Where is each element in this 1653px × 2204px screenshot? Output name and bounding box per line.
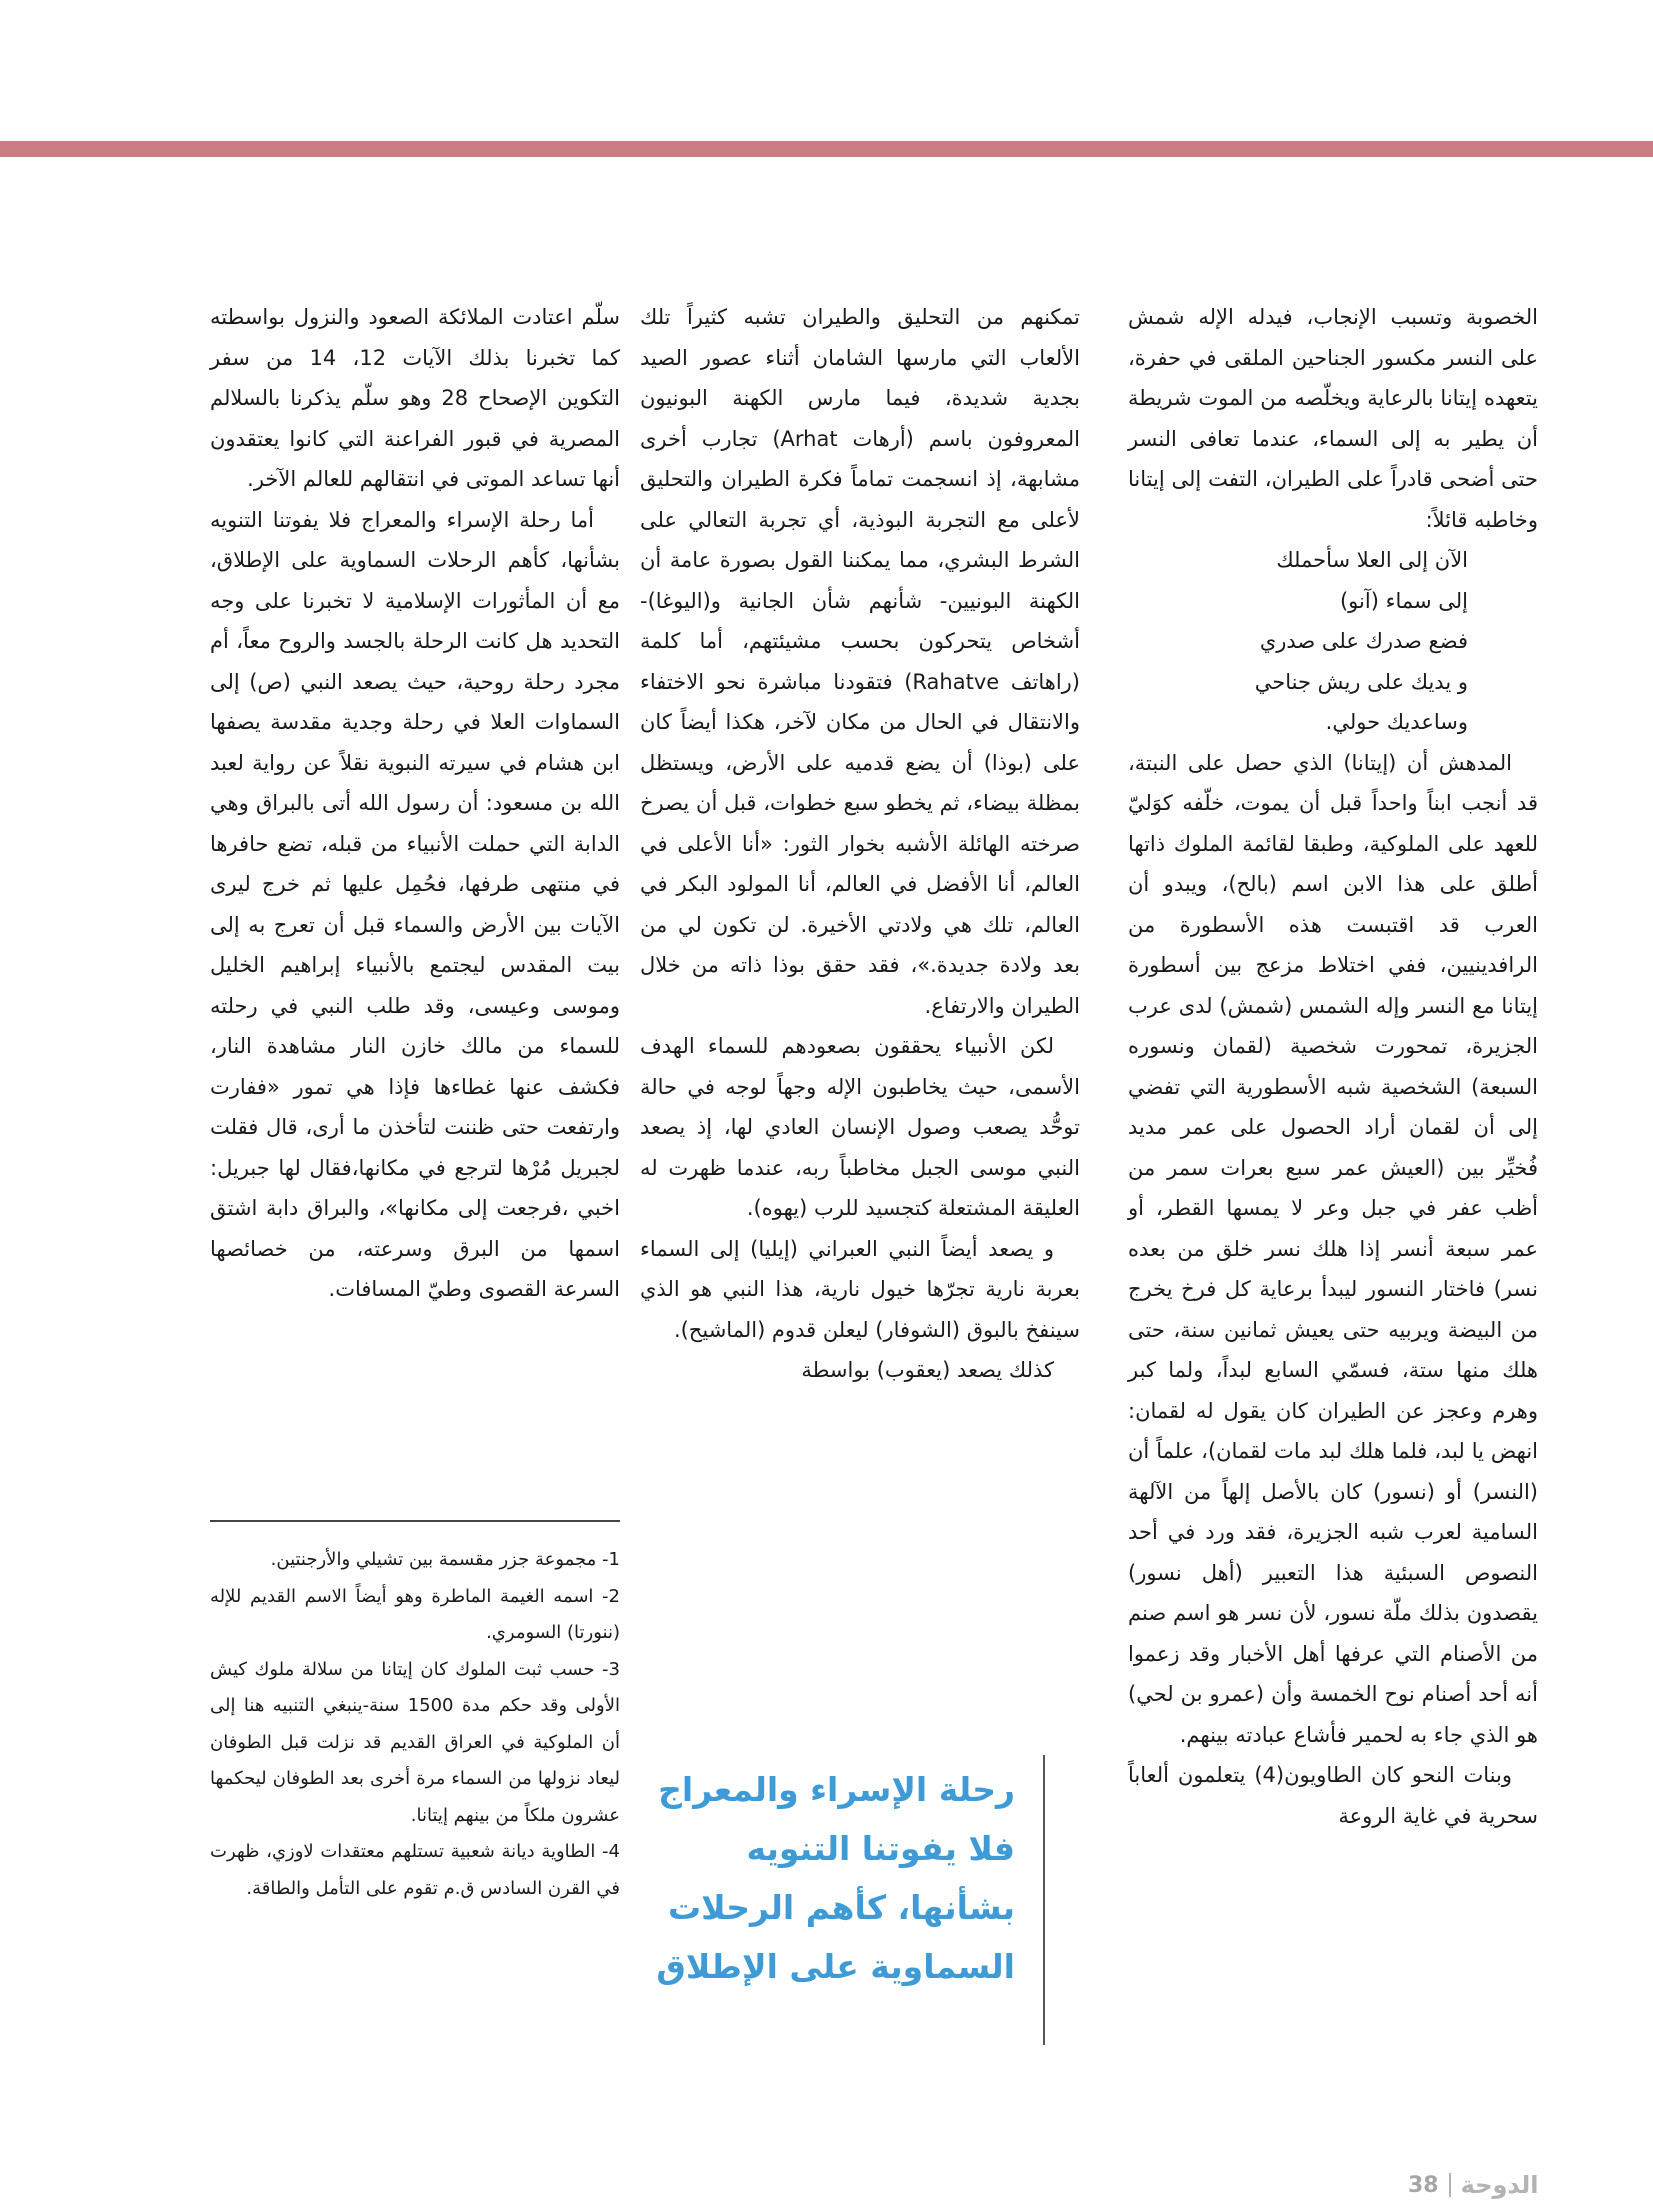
footnote: 4- الطاوية ديانة شعبية تستلهم معتقدات لاوزي، ظهرت في القرن السادس ق.م تقوم على التأمل والطاقة.: [210, 1841, 620, 1899]
paragraph: لكن الأنبياء يحققون بصعودهم للسماء الهدف الأسمى، حيث يخاطبون الإله وجهاً لوجه في حالة توحُّد يصعب وصول الإنسان العادي لها، إذ يصعد النبي موسى الجبل مخاطباً ربه، عندما ظهرت له العليقة المشتعلة كتجسيد للرب (يهوه).: [640, 1034, 1080, 1220]
poem-line: و يديك على ريش جناحي: [1254, 669, 1468, 694]
paragraph: كذلك يصعد (يعقوب) بواسطة: [801, 1358, 1054, 1382]
paragraph: الخصوبة وتسبب الإنجاب، فيدله الإله شمش على النسر مكسور الجناحين الملقى في حفرة، يتعهده إيتانا بالرعاية ويخلّصه من الموت شريطة أن يطير به إلى السماء، عندما تعافى النسر حتى أضحى قادراً على الطيران، التفت إلى إيتانا وخاطبه قائلاً:: [1128, 305, 1538, 532]
footnote-divider: [210, 1520, 620, 1522]
paragraph: وبنات النحو كان الطاويون(4) يتعلمون ألعاباً سحرية في غاية الروعة: [1128, 1763, 1538, 1828]
article-column-right: [1128, 297, 1538, 1836]
poem-line: إلى سماء (آنو): [1339, 588, 1468, 613]
poem-line: الآن إلى العلا سأحملك: [1276, 548, 1468, 572]
poem-verse: [1128, 540, 1538, 743]
folio-separator: [1449, 2173, 1451, 2197]
footnote: 3- حسب ثبت الملوك كان إيتانا من سلالة ملوك كيش الأولى وقد حكم مدة 1500 سنة-ينبغي التنبيه هنا إلى أن الملوكية في العراق القديم قد نزلت قبل الطوفان ليعاد نزولها من السماء مرة أخرى بعد الطوفان ليحكمها عشرون ملكاً من بينهم إيتانا.: [210, 1658, 620, 1826]
article-column-left: [210, 297, 620, 1310]
paragraph: سلّم اعتادت الملائكة الصعود والنزول بواسطته كما تخبرنا بذلك الآيات 12، 14 من سفر التكوين الإصحاح 28 وهو سلّم يذكرنا بالسلالم المصرية في قبور الفراعنة التي كانوا يعتقدون أنها تساعد الموتى في انتقالهم للعالم الآخر.: [210, 305, 621, 491]
page-number: 38: [1408, 2172, 1439, 2198]
pull-quote: رحلة الإسراء والمعراج فلا يفوتنا التنويه بشأنها، كأهم الرحلات السماوية على الإطلاق: [656, 1770, 1015, 1986]
poem-line: فضع صدرك على صدري: [1259, 629, 1468, 653]
footnote: 1- مجموعة جزر مقسمة بين تشيلي والأرجنتين.: [270, 1549, 620, 1570]
pull-quote-divider: [1043, 1755, 1045, 2045]
paragraph: أما رحلة الإسراء والمعراج فلا يفوتنا التنويه بشأنها، كأهم الرحلات السماوية على الإطلاق، مع أن المأثورات الإسلامية لا تخبرنا على وجه التحديد هل كانت الرحلة بالجسد والروح معاً، أم مجرد رحلة روحية، حيث يصعد النبي (ص) إلى السماوات العلا في رحلة وجدية مقدسة يصفها ابن هشام في سيرته النبوية نقلاً عن رواية لعبد الله بن مسعود: أن رسول الله أتى بالبراق وهي الدابة التي حملت الأنبياء من قبله، تضع حافرها في منتهى طرفها، فحُمِل عليها ثم خرج ليرى الآيات بين الأرض والسماء قبل أن تعرج به إلى بيت المقدس ليجتمع بالأنبياء إبراهيم الخليل وموسى وعيسى، وقد طلب النبي في رحلته للسماء من مالك خازن النار مشاهدة النار، فكشف عنها غطاءها فإذا هي تمور «ففارت وارتفعت حتى ظننت لتأخذن ما أرى، قال فقلت لجبريل مُرْها لترجع في مكانها،فقال لها جبريل: اخبي ،فرجعت إلى مكانها»، والبراق دابة اشتق اسمها من البرق وسرعته، من خصائصها السرعة القصوى وطيّ المسافات.: [210, 507, 620, 1301]
poem-line: وساعديك حولي.: [1325, 710, 1468, 734]
paragraph: المدهش أن (إيتانا) الذي حصل على النبتة، قد أنجب ابناً واحداً قبل أن يموت، خلّفه كوَليّ للعهد على الملوكية، وطبقا لقائمة الملوك ذاتها أطلق على هذا الابن اسم (بالح)، ويبدو أن العرب قد اقتبست هذه الأسطورة من الرافدينيين، ففي اختلاط مزعج بين أسطورة إيتانا مع النسر وإله الشمس (شمش) لدى عرب الجزيرة، تمحورت شخصية (لقمان ونسوره السبعة) الشخصية شبه الأسطورية التي تفضي إلى أن لقمان أراد الحصول على عمر مديد فُخيِّر بين (العيش عمر سبع بعرات سمر من أظب عفر في جبل وعر لا يمسها القطر، أو عمر سبعة أنسر إذا هلك نسر خلق من بعده نسر) فاختار النسور ليبدأ برعاية كل فرخ يخرج من البيضة ويربيه حتى يعيش ثمانين سنة، حتى هلك منها ستة، فسمّي السابع لبداً، ولما كبر وهرم وعجز عن الطيران كان يقول له لقمان: انهض يا لبد، فلما هلك لبد مات لقمان)، علماً أن (النسر) أو (نسور) كان بالأصل إلهاً من الآلهة السامية لعرب شبه الجزيرة، فقد ورد في أحد النصوص السبئية هذا التعبير (أهل نسور) يقصدون بذلك ملّة نسور، لأن نسر هو اسم صنم من الأصنام التي عرفها أهل الأخبار وقد زعموا أنه أحد أصنام نوح الخمسة وأن (عمرو بن لحي) هو الذي جاء به لحمير فأشاع عبادته بينهم.: [1128, 750, 1538, 1747]
paragraph: و يصعد أيضاً النبي العبراني (إيليا) إلى السماء بعربة نارية تجرّها خيول نارية، هذا النبي هو الذي سينفخ بالبوق (الشوفار) ليعلن قدوم (الماشيح).: [640, 1236, 1080, 1342]
paragraph: تمكنهم من التحليق والطيران تشبه كثيراً تلك الألعاب التي مارسها الشامان أثناء عصور الصيد بجدية شديدة، فيما مارس الكهنة البونيون المعروفون باسم (أرهات Arhat) تجارب أخرى مشابهة، إذ انسجمت تماماً فكرة الطيران والتحليق لأعلى مع التجربة البوذية، أي تجربة التعالي على الشرط البشري، مما يمكننا القول بصورة عامة أن الكهنة البونيين- شأنهم شأن الجانية و(اليوغا)-أشخاص يتحركون بحسب مشيئتهم، أما كلمة (راهاتف Rahatve) فتقودنا مباشرة نحو الاختفاء والانتقال في الحال من مكان لآخر، هكذا أيضاً كان على (بوذا) أن يضع قدميه على الأرض، ويستظل بمظلة بيضاء، ثم يخطو سبع خطوات، قبل أن يصرخ صرخته الهائلة الأشبه بخوار الثور: «أنا الأعلى في العالم، أنا الأفضل في العالم، أنا المولود البكر في العالم، تلك هي ولادتي الأخيرة. لن تكون لي من بعد ولادة جديدة.»، فقد حقق بوذا ذاته من خلال الطيران والارتفاع.: [640, 305, 1081, 1018]
magazine-logo: الدوحة: [1460, 2171, 1539, 2199]
article-column-middle: [640, 297, 1080, 1391]
page-folio: [1408, 2170, 1539, 2200]
footnote: 2- اسمه الغيمة الماطرة وهو أيضاً الاسم القديم للإله (ننورتا) السومري.: [210, 1585, 620, 1643]
top-color-band: [0, 141, 1653, 157]
footnotes: [210, 1542, 620, 1907]
